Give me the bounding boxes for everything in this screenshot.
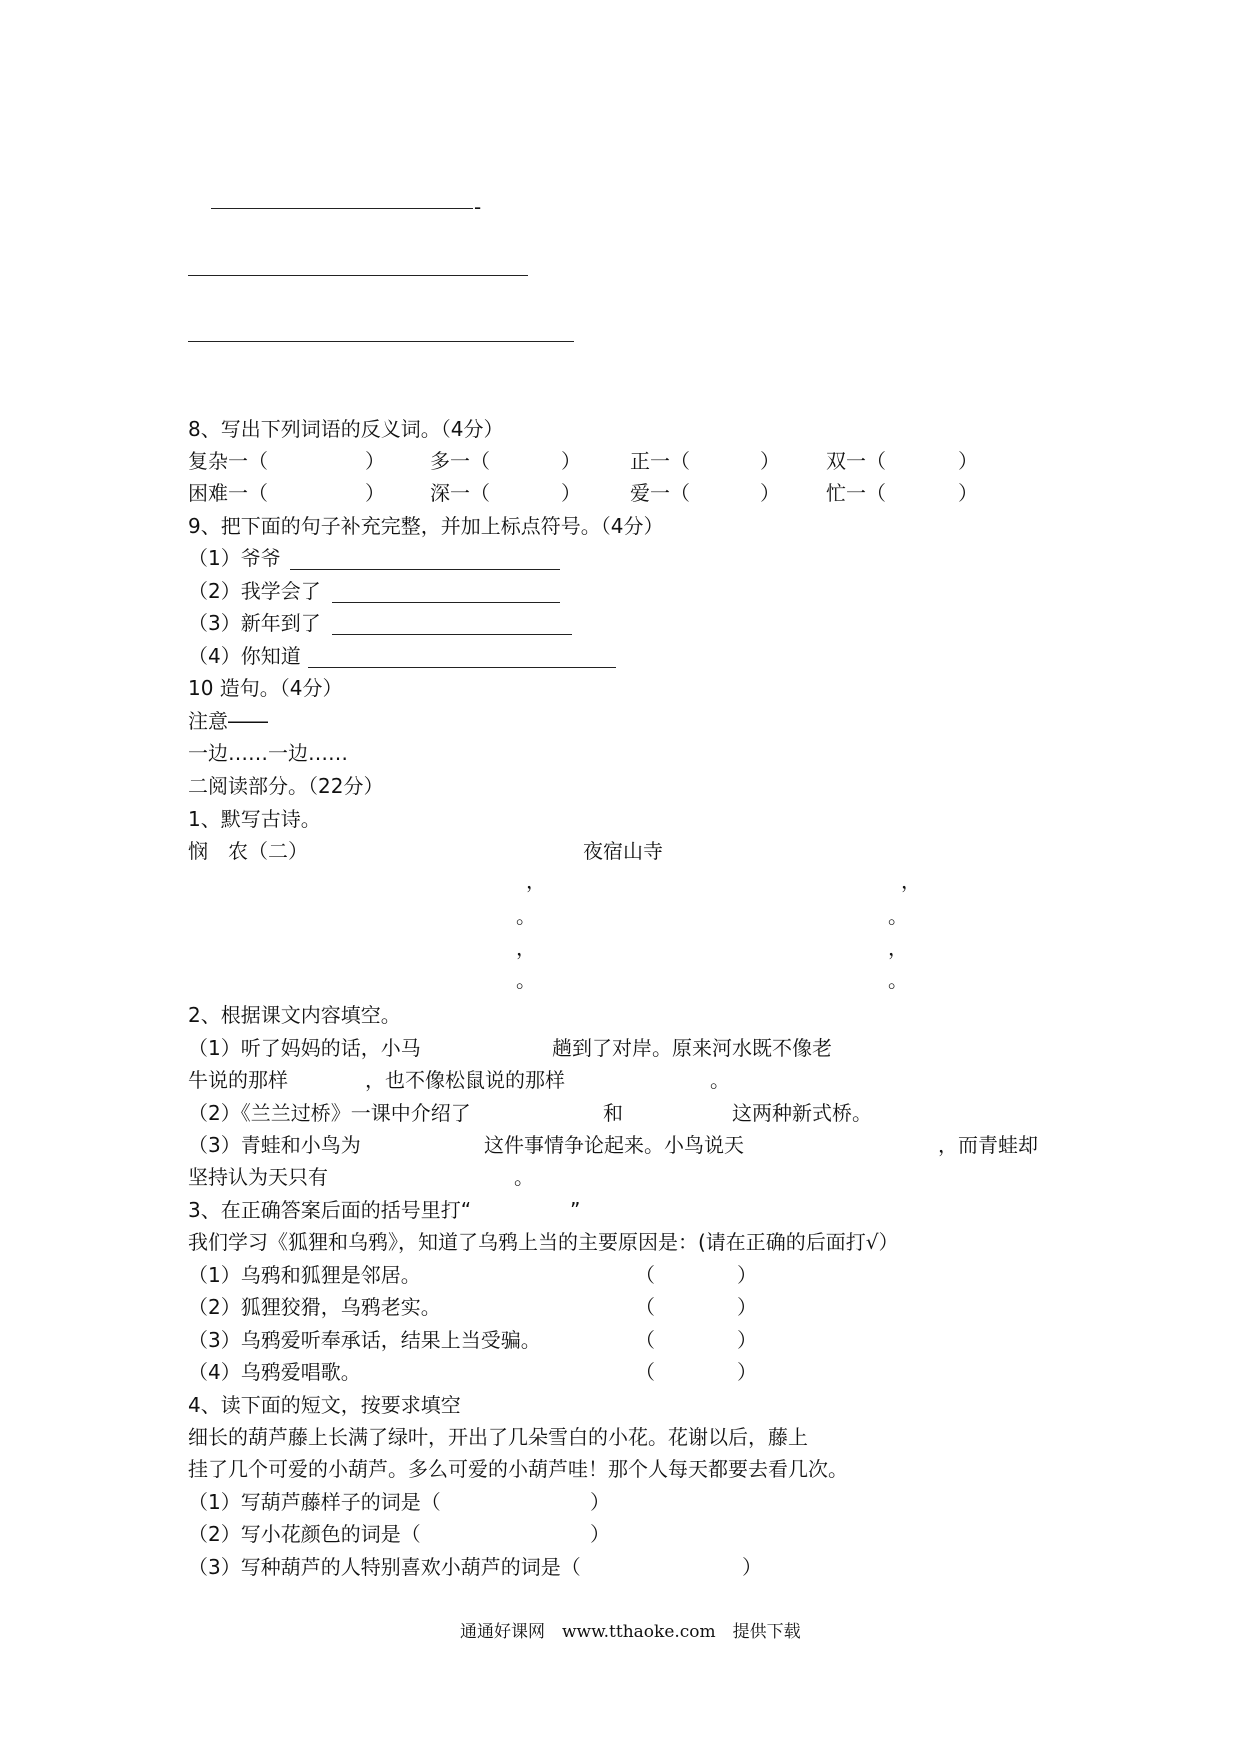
answer-line [188, 341, 574, 342]
part2-title: 二阅读部分。（22分） [188, 774, 384, 798]
part2-q3-title-end: ” [570, 1198, 581, 1222]
q2-line1: 趟到了对岸。原来河水既不像老 [552, 1036, 832, 1060]
part2-q4-title: 4、读下面的短文，按要求填空 [188, 1393, 461, 1417]
q2-line3: （2）《兰兰过桥》一课中介绍了 [188, 1101, 471, 1125]
part2-q3-intro: 我们学习《狐狸和乌鸦》，知道了乌鸦上当的主要原因是：(请在正确的后面打√） [188, 1230, 899, 1254]
q2-line3: 这两种新式桥。 [732, 1101, 872, 1125]
passage-line: 挂了几个可爱的小葫芦。多么可爱的小葫芦哇！那个人每天都要去看几次。 [188, 1457, 848, 1481]
answer-line [290, 569, 560, 570]
part2-q3-title: 3、在正确答案后面的括号里打“ [188, 1198, 472, 1222]
q2-line1: （1）听了妈妈的话，小马 [188, 1036, 421, 1060]
passage-line: 细长的葫芦藤上长满了绿叶，开出了几朵雪白的小花。花谢以后，藤上 [188, 1425, 808, 1449]
q9-item: （4）你知道 [188, 644, 301, 668]
q2-line4: （3）青蛙和小鸟为 [188, 1133, 361, 1157]
q2-line2: 。 [710, 1068, 730, 1092]
q10-word2: 一边……一边…… [188, 741, 348, 765]
q8-title: 8、写出下列词语的反义词。（4分） [188, 417, 504, 441]
poem1-title: 悯 农（二） [188, 839, 308, 863]
q9-item: （2）我学会了 [188, 579, 321, 603]
answer-line [332, 634, 572, 635]
q2-line2: 牛说的那样 [188, 1068, 288, 1092]
answer-line [308, 667, 616, 668]
answer-line [188, 275, 528, 276]
q2-line5: 坚持认为天只有 [188, 1165, 328, 1189]
dash: - [474, 195, 482, 219]
q2-line2: ，也不像松鼠说的那样 [365, 1068, 565, 1092]
q10-word1: 注意―― [188, 709, 268, 733]
answer-line [211, 208, 473, 209]
q9-item: （1）爷爷 [188, 546, 281, 570]
q9-title: 9、把下面的句子补充完整，并加上标点符号。（4分） [188, 514, 664, 538]
part2-q2-title: 2、根据课文内容填空。 [188, 1003, 401, 1027]
q2-line5: 。 [514, 1165, 534, 1189]
q2-line4: ，而青蛙却 [938, 1133, 1038, 1157]
q2-line3: 和 [603, 1101, 623, 1125]
part2-q1-title: 1、默写古诗。 [188, 807, 321, 831]
footer-text: 通通好课网 www.tthaoke.com 提供下载 [460, 1622, 801, 1642]
answer-line [332, 602, 560, 603]
poem2-title: 夜宿山寺 [583, 839, 663, 863]
q10-title: 10 造句。（4分） [188, 676, 343, 700]
q9-item: （3）新年到了 [188, 611, 321, 635]
q2-line4: 这件事情争论起来。小鸟说天 [484, 1133, 744, 1157]
